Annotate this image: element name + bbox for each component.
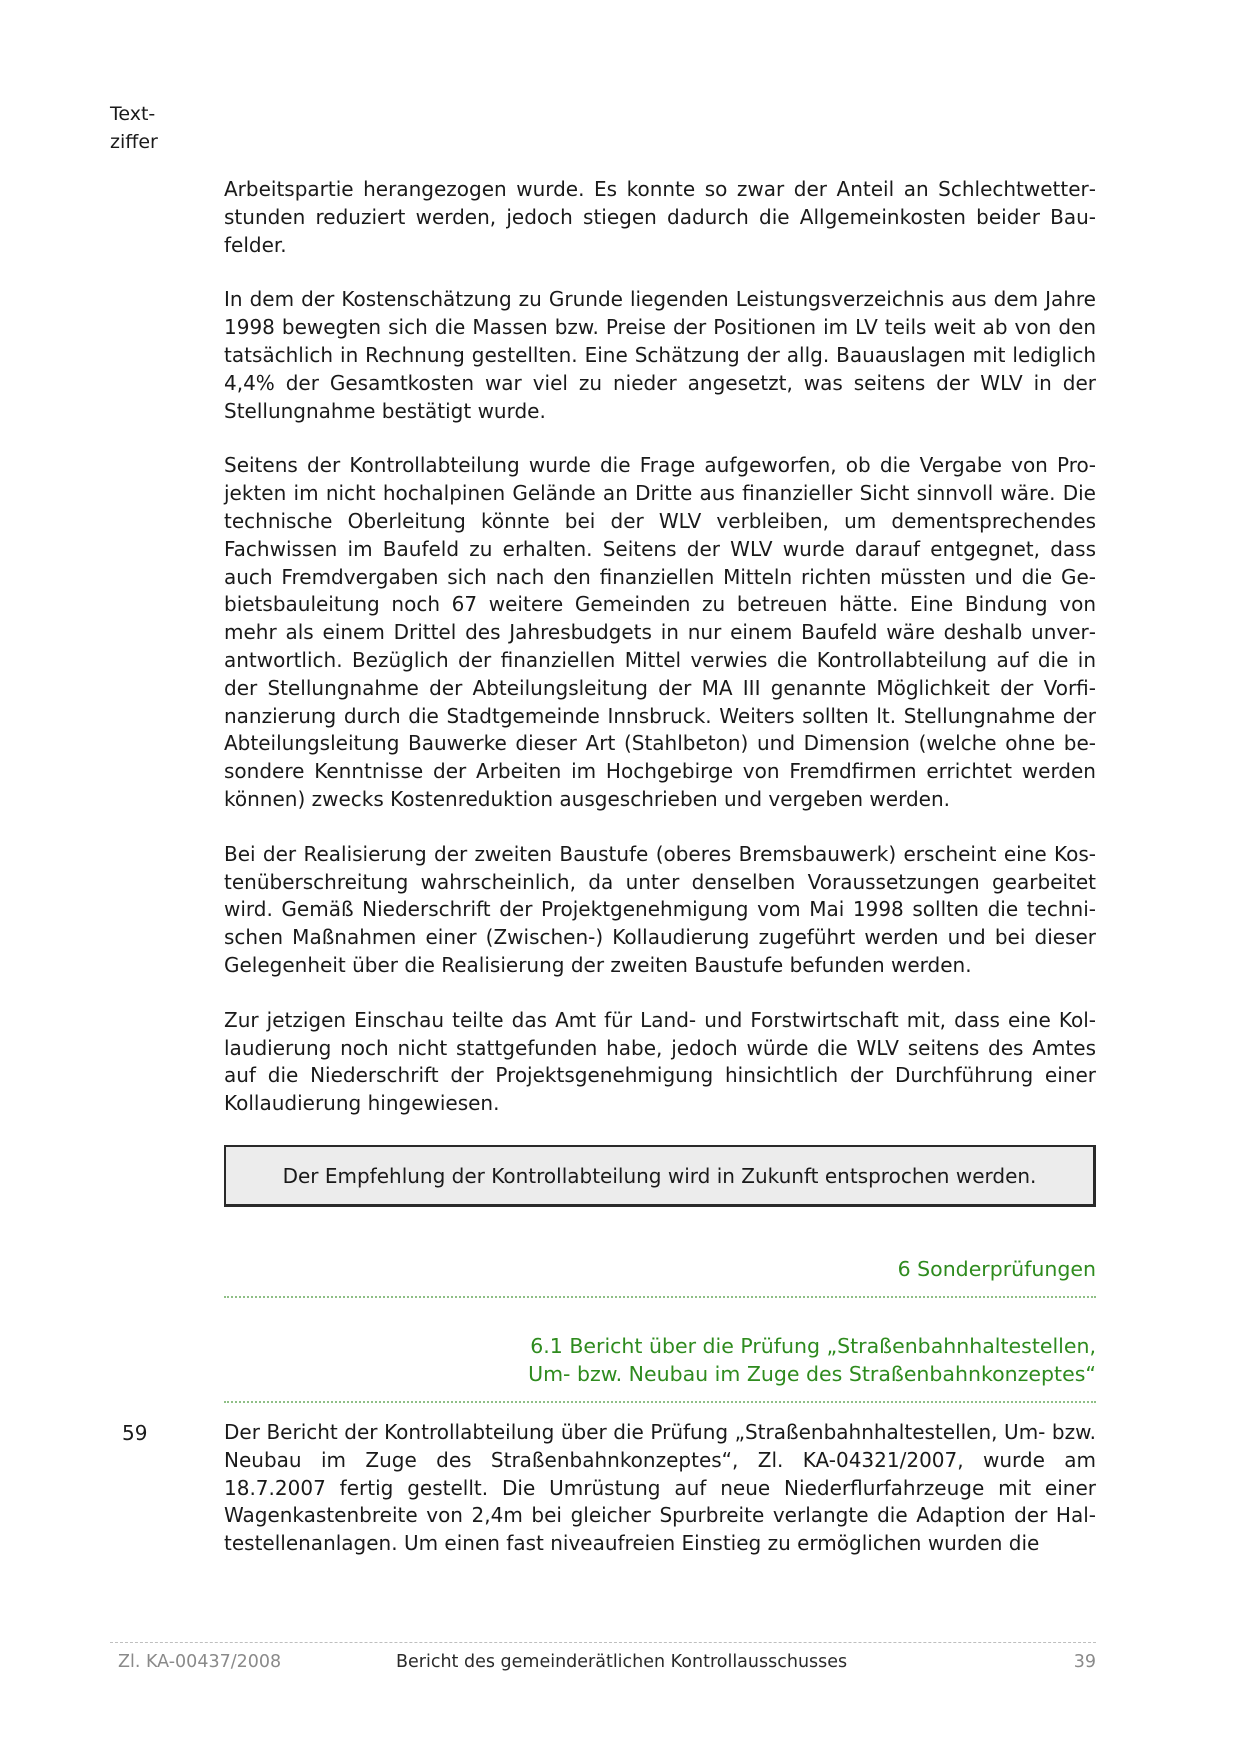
- textziffer-number: 59: [122, 1421, 148, 1445]
- paragraph-3: Seitens der Kontrollabteilung wurde die Frage aufgeworfen, ob die Vergabe von Projekten im nicht hochalpinen Gelände an Dritte aus finanzieller Sicht sinnvoll wäre. Die technische Oberleitung könnte bei der WLV verbleiben, um dementsprechendes Fachwissen im Baufeld zu erhalten. Seitens der WLV wurde darauf entgegnet, dass auch Fremdvergaben sich nach den finanziellen Mitteln richten müssten und die Gebietsbauleitung noch 67 weitere Gemeinden zu betreuen hätte. Eine Bindung von mehr als einem Drittel des Jahresbudgets in nur einem Baufeld wäre deshalb unverantwortlich. Bezüglich der finanziellen Mittel verwies die Kontrollabteilung auf die in der Stellungnahme der Abteilungsleitung der MA III genannte Möglichkeit der Vorfinanzierung durch die Stadtgemeinde Innsbruck. Weiters sollten lt. Stellungnahme der Abteilungsleitung Bauwerke dieser Art (Stahlbeton) und Dimension (welche ohne besondere Kenntnisse der Arbeiten im Hochgebirge von Fremdfirmen errichtet werden können) zwecks Kostenreduktion ausgeschrieben und vergeben werden.: [224, 453, 1096, 811]
- section-heading: 6 Sonderprüfungen: [897, 1257, 1096, 1281]
- paragraph-5: Zur jetzigen Einschau teilte das Amt für Land- und Forstwirtschaft mit, dass eine Kollaudierung noch nicht stattgefunden habe, jedoch würde die WLV seitens des Amtes auf die Niederschrift der Projektsgenehmigung hinsichtlich der Durchführung einer Kollaudierung hingewiesen.: [224, 1007, 1096, 1116]
- footer-page-number: 39: [1073, 1652, 1096, 1672]
- subsection-heading-line1: 6.1 Bericht über die Prüfung „Straßenbahnhaltestellen,: [530, 1334, 1096, 1358]
- section-divider: [224, 1296, 1096, 1298]
- footer-title: Bericht des gemeinderätlichen Kontrollausschusses: [396, 1652, 848, 1672]
- recommendation-text: Der Empfehlung der Kontrollabteilung wird in Zukunft entsprochen werden.: [282, 1163, 1037, 1188]
- margin-label-line1: Text-: [110, 103, 156, 125]
- subsection-heading-line2: Um- bzw. Neubau im Zuge des Straßenbahnkonzeptes“: [528, 1362, 1096, 1386]
- paragraph-1: Arbeitspartie herangezogen wurde. Es konnte so zwar der Anteil an Schlechtwetterstunden reduziert werden, jedoch stiegen dadurch die Allgemeinkosten beider Baufelder.: [224, 177, 1096, 257]
- footer-divider: [110, 1642, 1096, 1643]
- paragraph-2: In dem der Kostenschätzung zu Grunde liegenden Leistungsverzeichnis aus dem Jahre 1998 bewegten sich die Massen bzw. Preise der Positionen im LV teils weit ab von den tatsächlich in Rechnung gestellten. Eine Schätzung der allg. Bauauslagen mit lediglich 4,4% der Gesamtkosten war viel zu nieder angesetzt, was seitens der WLV in der Stellungnahme bestätigt wurde.: [224, 287, 1096, 423]
- margin-label-line2: ziffer: [110, 131, 158, 153]
- subsection-divider: [224, 1401, 1096, 1403]
- subsection-heading: [224, 1332, 1096, 1388]
- textziffer-margin-label: [110, 100, 158, 156]
- paragraph-4: Bei der Realisierung der zweiten Baustufe (oberes Bremsbauwerk) erscheint eine Kostenüberschreitung wahrscheinlich, da unter denselben Voraussetzungen gearbeitet wird. Gemäß Niederschrift der Projektgenehmigung vom Mai 1998 sollten die technischen Maßnahmen einer (Zwischen-) Kollaudierung zugeführt werden und bei dieser Gelegenheit über die Realisierung der zweiten Baustufe befunden werden.: [224, 841, 1096, 977]
- recommendation-box: [224, 1145, 1096, 1207]
- body-text: [224, 176, 1096, 1118]
- footer-reference: Zl. KA-00437/2008: [118, 1652, 282, 1672]
- paragraph-textziffer-59: Der Bericht der Kontrollabteilung über die Prüfung „Straßenbahnhaltestellen, Um- bzw. Neubau im Zuge des Straßenbahnkonzeptes“, Zl. KA-04321/2007, wurde am 18.7.2007 fertig gestellt. Die Umrüstung auf neue Niederflurfahrzeuge mit einer Wagenkastenbreite von 2,4m bei gleicher Spurbreite verlangte die Adaption der Haltestellenanlagen. Um einen fast niveaufreien Einstieg zu ermöglichen wurden die: [224, 1420, 1096, 1556]
